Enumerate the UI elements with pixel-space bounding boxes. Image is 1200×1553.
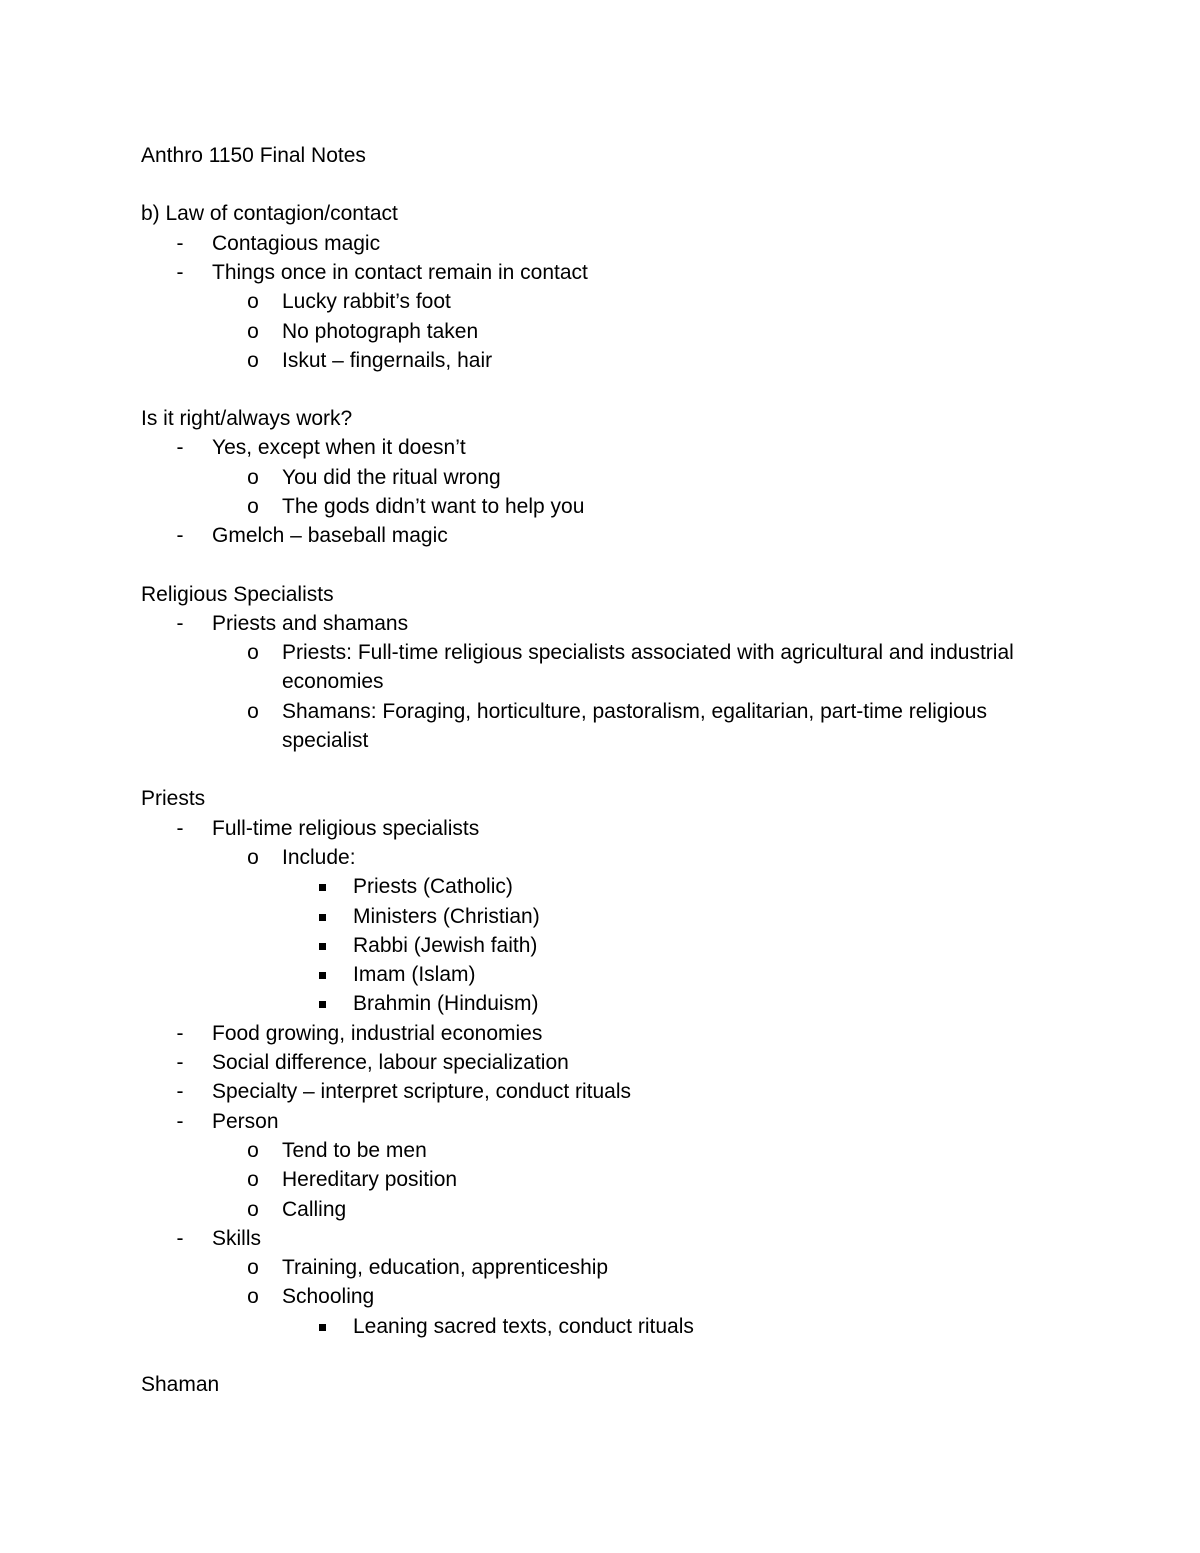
square-bullet-icon — [319, 914, 326, 921]
circle-bullet-icon: o — [247, 1198, 259, 1221]
list-item-text: You did the ritual wrong — [282, 466, 501, 489]
circle-bullet-icon: o — [247, 1285, 259, 1308]
square-bullet-icon — [319, 884, 326, 891]
list-item-text: The gods didn’t want to help you — [282, 495, 585, 518]
circle-bullet-icon: o — [247, 290, 259, 313]
dash-bullet-icon: - — [176, 1022, 184, 1045]
list-item-text: Gmelch – baseball magic — [212, 524, 448, 547]
circle-bullet-icon: o — [247, 641, 259, 664]
dash-bullet-icon: - — [176, 1227, 184, 1250]
square-bullet-icon — [319, 972, 326, 979]
list-item-text: Priests and shamans — [212, 612, 409, 635]
list-item-text: Include: — [282, 846, 356, 869]
circle-bullet-icon: o — [247, 700, 259, 723]
dash-bullet-icon: - — [176, 1110, 184, 1133]
dash-bullet-icon: - — [176, 524, 184, 547]
circle-bullet-icon: o — [247, 466, 259, 489]
dash-bullet-icon: - — [176, 1080, 184, 1103]
square-bullet-icon — [319, 1324, 326, 1331]
list-item-text: Shamans: Foraging, horticulture, pastoralism, egalitarian, part-time religious — [282, 700, 987, 723]
list-item-text: economies — [282, 670, 384, 693]
list-item-text: Calling — [282, 1198, 347, 1221]
dash-bullet-icon: - — [176, 817, 184, 840]
dash-bullet-icon: - — [176, 436, 184, 459]
list-item-text: Imam (Islam) — [353, 963, 476, 986]
document-title: Anthro 1150 Final Notes — [141, 144, 366, 167]
list-item-text: No photograph taken — [282, 320, 479, 343]
list-item-text: specialist — [282, 729, 369, 752]
list-item-text: Hereditary position — [282, 1168, 458, 1191]
list-item-text: Social difference, labour specialization — [212, 1051, 569, 1074]
list-item-text: Priests (Catholic) — [353, 875, 513, 898]
list-item-text: Yes, except when it doesn’t — [212, 436, 466, 459]
list-item-text: Lucky rabbit’s foot — [282, 290, 451, 313]
list-item-text: Tend to be men — [282, 1139, 427, 1162]
list-item-text: Schooling — [282, 1285, 375, 1308]
square-bullet-icon — [319, 1001, 326, 1008]
circle-bullet-icon: o — [247, 1139, 259, 1162]
section-heading: Religious Specialists — [141, 583, 334, 606]
list-item-text: Leaning sacred texts, conduct rituals — [353, 1315, 694, 1338]
list-item-text: Priests: Full-time religious specialists associated with agricultural and industrial — [282, 641, 1014, 664]
dash-bullet-icon: - — [176, 232, 184, 255]
list-item-text: Rabbi (Jewish faith) — [353, 934, 538, 957]
list-item-text: Contagious magic — [212, 232, 381, 255]
list-item-text: Ministers (Christian) — [353, 905, 540, 928]
circle-bullet-icon: o — [247, 1168, 259, 1191]
section-heading: Priests — [141, 787, 206, 810]
list-item-text: Iskut – fingernails, hair — [282, 349, 493, 372]
circle-bullet-icon: o — [247, 495, 259, 518]
dash-bullet-icon: - — [176, 1051, 184, 1074]
circle-bullet-icon: o — [247, 1256, 259, 1279]
square-bullet-icon — [319, 943, 326, 950]
circle-bullet-icon: o — [247, 846, 259, 869]
list-item-text: Skills — [212, 1227, 262, 1250]
list-item-text: Full-time religious specialists — [212, 817, 480, 840]
section-heading: Is it right/always work? — [141, 407, 353, 430]
list-item-text: Person — [212, 1110, 279, 1133]
list-item-text: Training, education, apprenticeship — [282, 1256, 609, 1279]
dash-bullet-icon: - — [176, 612, 184, 635]
list-item-text: Things once in contact remain in contact — [212, 261, 588, 284]
list-item-text: Food growing, industrial economies — [212, 1022, 543, 1045]
section-heading: Shaman — [141, 1373, 220, 1396]
list-item-text: Specialty – interpret scripture, conduct rituals — [212, 1080, 632, 1103]
circle-bullet-icon: o — [247, 320, 259, 343]
list-item-text: Brahmin (Hinduism) — [353, 992, 539, 1015]
section-heading: b) Law of contagion/contact — [141, 202, 398, 225]
circle-bullet-icon: o — [247, 349, 259, 372]
dash-bullet-icon: - — [176, 261, 184, 284]
